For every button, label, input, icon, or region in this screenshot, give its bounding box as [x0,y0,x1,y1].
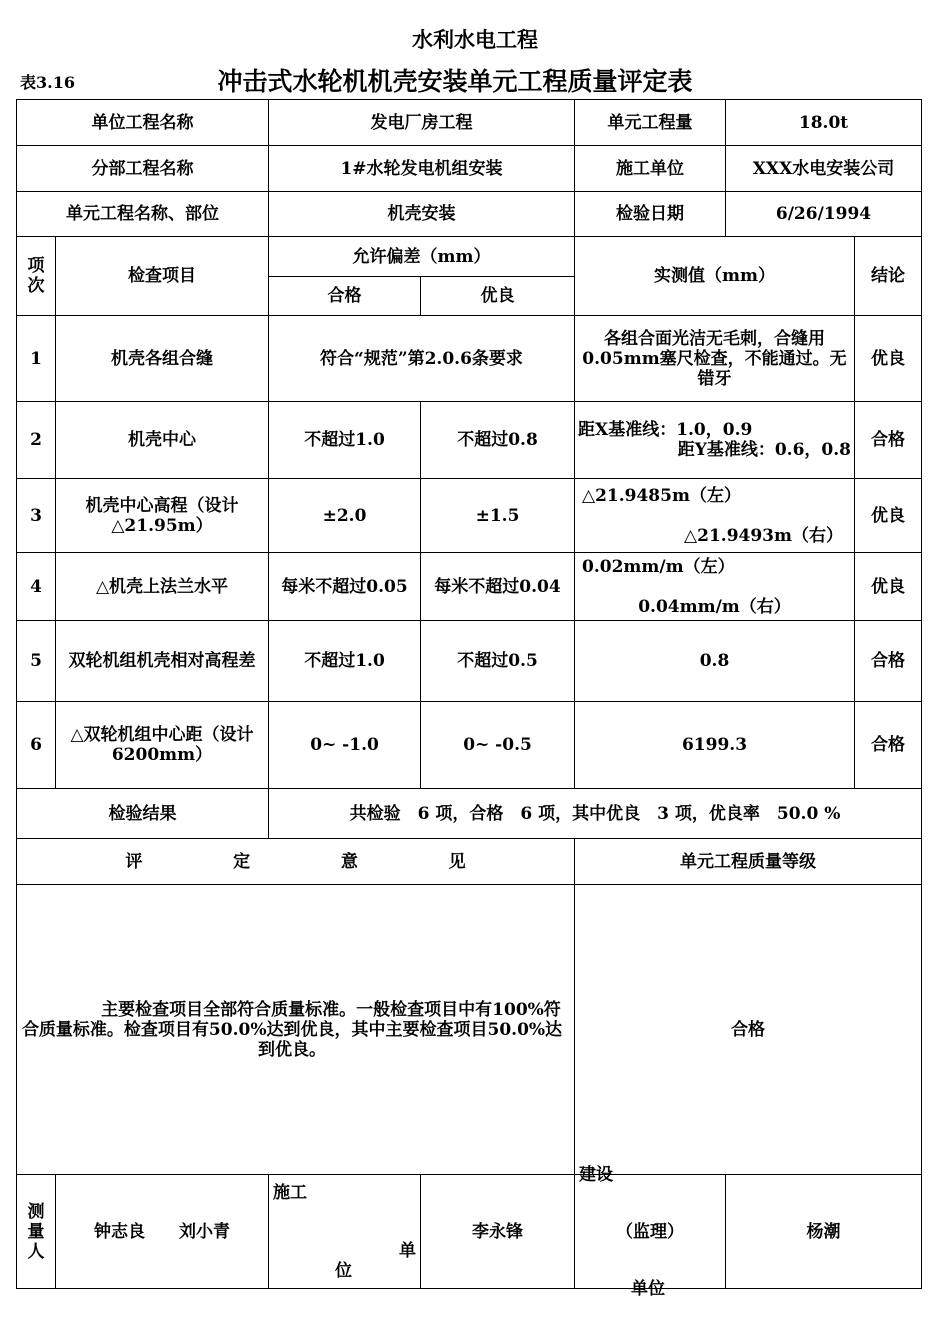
col-tolerance-header: 允许偏差（mm） [269,237,575,277]
row-no: 6 [17,702,56,789]
row-qualified: 每米不超过0.05 [269,553,421,621]
row-qualified: 不超过1.0 [269,402,421,479]
col-no-header: 项次 [17,237,56,316]
constructor-label: 施工单位 [575,146,726,192]
opinion-label-char: 意 [340,851,358,872]
row-excellent: 不超过0.5 [421,621,575,702]
unit-project-label: 单位工程名称 [17,100,269,146]
construction-label-c: 位 [335,1261,352,1281]
row-conclusion: 合格 [855,621,922,702]
row-item: 机壳中心高程（设计△21.95m） [56,479,269,553]
row-measured: 6199.3 [575,702,855,789]
row-qualified: 0~ -1.0 [269,702,421,789]
measured-line-a: 距X基准线：1.0，0.9 [578,420,753,440]
col-item-header: 检查项目 [56,237,269,316]
row-tolerance: 符合“规范”第2.0.6条要求 [269,316,575,402]
measured-line-a: 0.02mm/m（左） [582,556,735,577]
table-row [17,479,922,553]
construction-label-b: 单 [399,1241,416,1261]
element-label: 单元工程名称、部位 [17,192,269,237]
row-excellent: 不超过0.8 [421,402,575,479]
header-top: 水利水电工程 [412,27,538,52]
sub-project-label: 分部工程名称 [17,146,269,192]
row-no: 2 [17,402,56,479]
date-value: 6/26/1994 [726,192,922,237]
col-excellent-header: 优良 [421,277,575,316]
table-row [17,621,922,702]
row-no: 4 [17,553,56,621]
owner-label-c: 单位 [631,1279,665,1299]
column-header-row [17,237,922,277]
row-measured: 各组合面光洁无毛刺，合缝用0.05mm塞尺检查，不能通过。无错牙 [575,316,855,402]
constructor-value: XXX水电安装公司 [726,146,922,192]
construction-person: 李永锋 [421,1175,575,1289]
row-excellent: 0~ -0.5 [421,702,575,789]
grade-value: 合格 [575,885,922,1175]
opinion-text: 主要检查项目全部符合质量标准。一般检查项目中有100%符合质量标准。检查项目有50.0%达到优良，其中主要检查项目50.0%达到优良。 [17,885,575,1175]
info-row [17,100,922,146]
row-conclusion: 优良 [855,479,922,553]
opinion-label-char: 见 [448,851,466,872]
row-conclusion: 合格 [855,702,922,789]
row-item: 双轮机组机壳相对高程差 [56,621,269,702]
result-row [17,789,922,839]
table-row [17,402,922,479]
row-conclusion: 优良 [855,316,922,402]
opinion-header-row [17,839,922,885]
signature-row [17,1175,922,1289]
table-row [17,553,922,621]
col-conclusion-header: 结论 [855,237,922,316]
element-value: 机壳安装 [269,192,575,237]
result-text: 共检验 6 项，合格 6 项，其中优良 3 项，优良率 50.0 % [269,789,922,839]
construction-label-a: 施工 [273,1183,307,1203]
measurer-names: 钟志良 刘小青 [56,1175,269,1289]
row-item: △双轮机组中心距（设计6200mm） [56,702,269,789]
info-row [17,192,922,237]
table-row [17,702,922,789]
row-conclusion: 合格 [855,402,922,479]
row-conclusion: 优良 [855,553,922,621]
row-item: 机壳中心 [56,402,269,479]
measured-line-b: 0.04mm/m（右） [638,596,791,617]
page-title: 冲击式水轮机机壳安装单元工程质量评定表 [217,67,693,96]
row-item: △机壳上法兰水平 [56,553,269,621]
unit-project-value: 发电厂房工程 [269,100,575,146]
owner-unit-label [575,1165,726,1299]
owner-person: 杨潮 [726,1175,922,1289]
col-measured-header: 实测值（mm） [575,237,855,316]
unit-quantity-value: 18.0t [726,100,922,146]
date-label: 检验日期 [575,192,726,237]
row-measured: 0.8 [575,621,855,702]
row-excellent: 每米不超过0.04 [421,553,575,621]
measured-line-b: △21.9493m（右） [684,525,843,546]
opinion-row [17,885,922,1175]
row-qualified: 不超过1.0 [269,621,421,702]
opinion-label-char: 评 [125,851,143,872]
measured-line-a: △21.9485m（左） [582,485,741,506]
row-excellent: ±1.5 [421,479,575,553]
row-item: 机壳各组合缝 [56,316,269,402]
measured-line-b: 距Y基准线：0.6，0.8 [677,440,851,460]
grade-label: 单元工程质量等级 [575,839,922,885]
opinion-label-char: 定 [233,851,251,872]
quality-form-table [16,99,922,1299]
row-measured [575,553,855,621]
measurer-label: 测量人 [17,1175,56,1289]
col-qualified-header: 合格 [269,277,421,316]
row-no: 5 [17,621,56,702]
table-row [17,316,922,402]
row-measured [575,402,855,479]
result-label: 检验结果 [17,789,269,839]
unit-quantity-label: 单元工程量 [575,100,726,146]
construction-unit-label [269,1175,421,1289]
row-no: 3 [17,479,56,553]
row-qualified: ±2.0 [269,479,421,553]
opinion-label [17,839,575,885]
table-number: 表3.16 [20,73,75,92]
info-row [17,146,922,192]
sub-project-value: 1#水轮发电机组安装 [269,146,575,192]
owner-label-b: （监理） [616,1222,684,1242]
row-measured [575,479,855,553]
row-no: 1 [17,316,56,402]
owner-label-a: 建设 [579,1165,613,1185]
